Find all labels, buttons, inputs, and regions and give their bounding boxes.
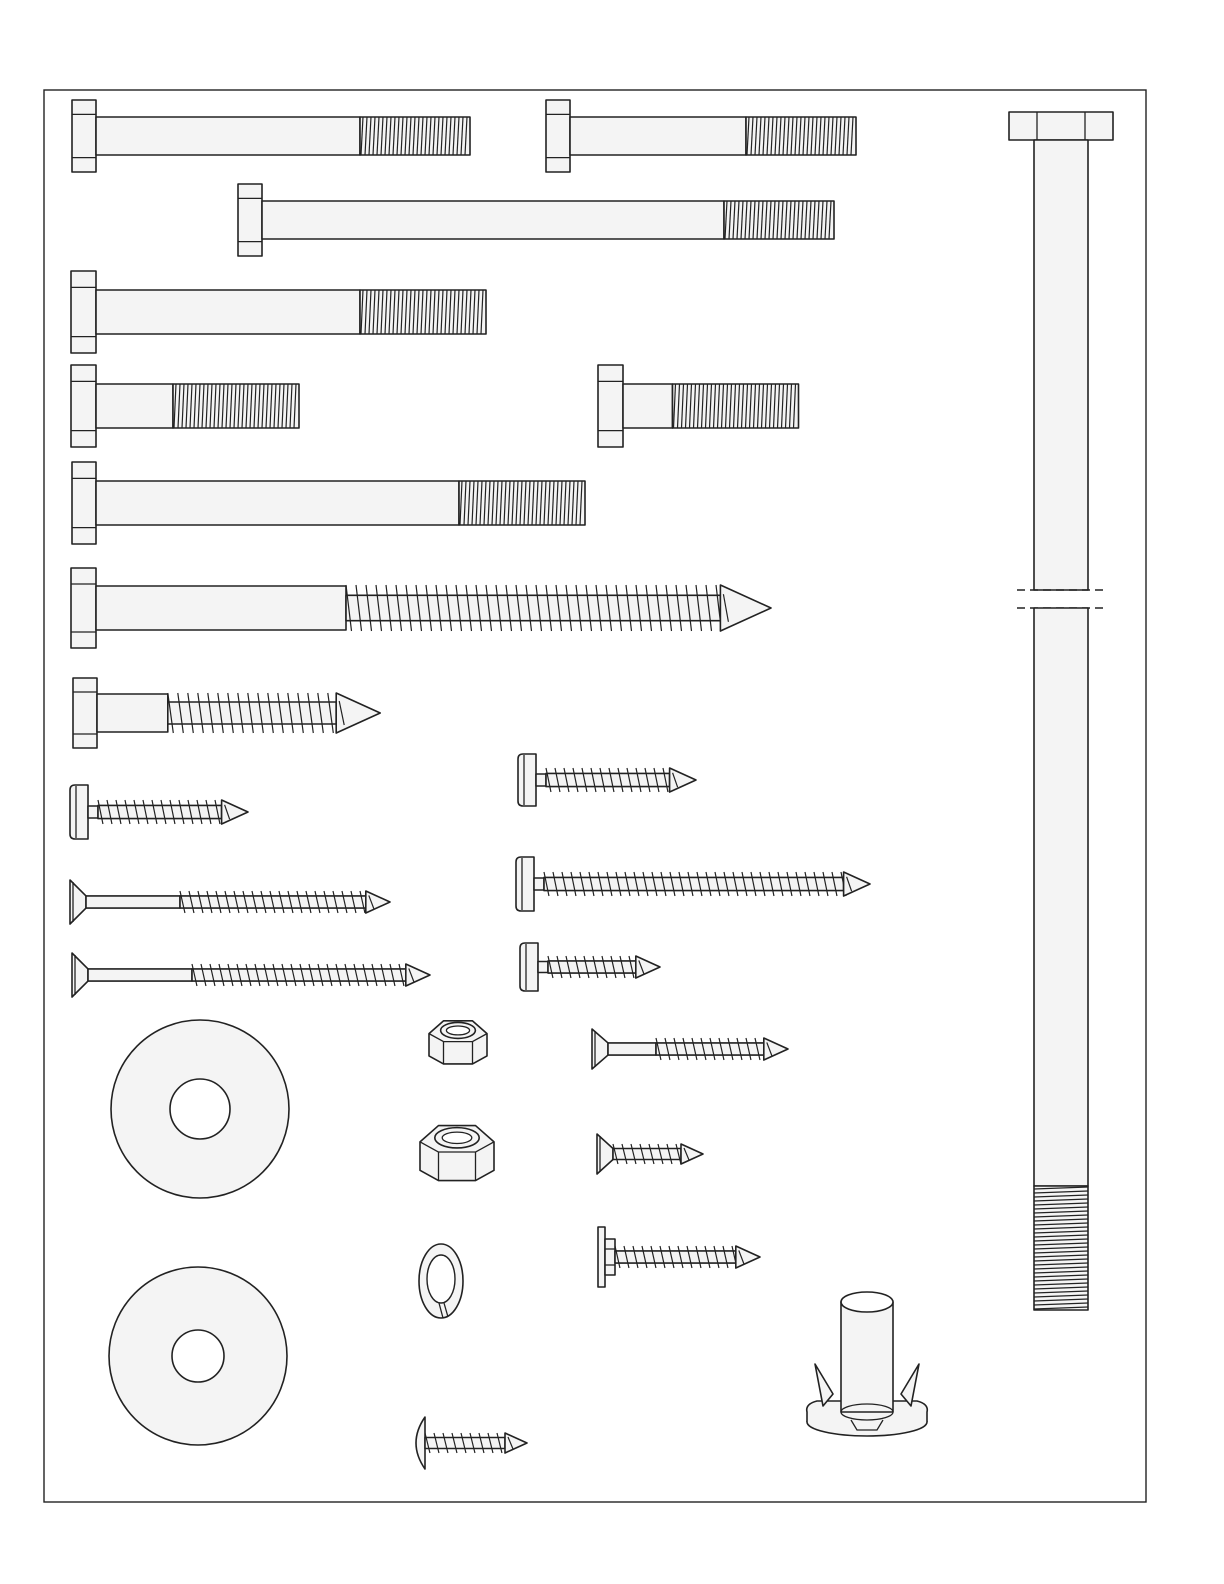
pan-head-screw-3 <box>516 857 870 911</box>
hex-bolt-7 <box>72 462 585 544</box>
flat-head-screw-1 <box>70 880 390 924</box>
flat-head-screw-2 <box>72 953 430 997</box>
flat-head-screw-4 <box>597 1134 703 1174</box>
flat-washer-2 <box>109 1267 287 1445</box>
hex-bolt-2 <box>546 100 856 172</box>
hex-bolt-5 <box>71 365 299 447</box>
long-carriage-bolt <box>1009 112 1113 1310</box>
parts-group <box>70 100 1113 1469</box>
lag-screw-long <box>71 568 771 648</box>
flat-washer-1 <box>111 1020 289 1198</box>
pan-head-screw-4 <box>520 943 660 991</box>
tee-nut <box>807 1292 928 1436</box>
hex-bolt-4 <box>71 271 486 353</box>
flat-head-screw-3 <box>592 1029 788 1069</box>
pan-head-screw-1 <box>70 785 248 839</box>
hex-bolt-3 <box>238 184 834 256</box>
hex-washer-head-screw <box>598 1227 760 1287</box>
truss-head-screw <box>416 1417 527 1469</box>
lock-nut-small <box>429 1021 487 1064</box>
split-lock-washer <box>419 1244 463 1318</box>
hex-bolt-1 <box>72 100 470 172</box>
lag-screw-short <box>73 678 380 748</box>
hex-bolt-6 <box>598 365 799 447</box>
pan-head-screw-2 <box>518 754 696 806</box>
lock-nut-large <box>420 1126 494 1181</box>
